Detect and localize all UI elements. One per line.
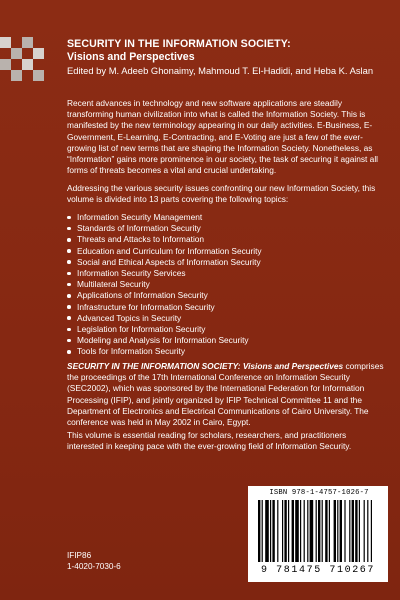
barcode-bar — [318, 500, 320, 562]
barcode-bar — [272, 500, 274, 562]
barcode-bar — [282, 500, 283, 562]
bullet-icon — [67, 328, 71, 332]
barcode-bar — [349, 500, 350, 562]
topic-item — [67, 212, 385, 223]
bullet-icon — [67, 272, 71, 276]
topic-item — [67, 257, 385, 268]
topic-item — [67, 279, 385, 290]
bullet-icon — [67, 283, 71, 287]
barcode-bar — [334, 500, 336, 562]
barcode-bar — [337, 500, 338, 562]
topic-label: Applications of Information Security — [77, 290, 208, 301]
barcode-isbn-label: ISBN 978-1-4757-1026-7 — [269, 489, 369, 497]
topic-item — [67, 290, 385, 301]
topic-item — [67, 313, 385, 324]
topic-label: Education and Curriculum for Information Security — [77, 245, 262, 256]
topic-label: Social and Ethical Aspects of Information Security — [77, 256, 261, 267]
topic-label: Information Security Management — [77, 212, 203, 222]
barcode-bar — [325, 500, 327, 562]
editors-line: Edited by M. Adeeb Ghonaimy, Mahmoud T. El-Hadidi, and Heba K. Aslan — [67, 65, 374, 76]
bullet-icon — [67, 260, 71, 264]
topics-intro-paragraph: Addressing the various security issues confronting our new Information Society, this volume is divided into 13 parts covering the following topics: — [67, 183, 376, 205]
isbn-number: 1-4020-7030-6 — [67, 562, 121, 571]
series-code: IFIP86 — [67, 551, 92, 560]
barcode-bar — [262, 500, 263, 562]
barcode-bar — [329, 500, 330, 562]
barcode-bar — [292, 500, 294, 562]
barcode-bar — [295, 500, 299, 562]
barcode-bar — [316, 500, 317, 562]
barcode-bar — [277, 500, 278, 562]
bullet-icon — [67, 238, 71, 242]
audience-paragraph: This volume is essential reading for scholars, researchers, and practitioners interested in keeping pace with the ever-growing field of Information Security. — [67, 430, 352, 452]
barcode-bar — [352, 500, 354, 562]
checkerboard-logo — [0, 37, 44, 87]
barcode-bar — [307, 500, 308, 562]
topic-item — [67, 223, 385, 234]
bullet-icon — [67, 216, 71, 220]
topic-item — [67, 335, 385, 346]
topic-label: Infrastructure for Information Security — [77, 301, 215, 312]
topics-list — [67, 212, 385, 358]
barcode-bar — [288, 500, 289, 562]
barcode-bar — [340, 500, 342, 562]
topic-label: Information Security Services — [77, 268, 186, 279]
proceedings-lead: SECURITY IN THE INFORMATION SOCIETY: Visions and Perspectives — [67, 361, 344, 371]
barcode-bar — [371, 500, 372, 562]
barcode-bar — [300, 500, 301, 562]
barcode-bar — [364, 500, 365, 562]
topic-label: Standards of Information Security — [77, 223, 201, 234]
topic-label: Modeling and Analysis for Information Security — [77, 335, 249, 346]
barcode-bar — [270, 500, 271, 562]
topic-label: Tools for Information Security — [77, 346, 186, 357]
barcode-box — [248, 486, 388, 582]
topic-label: Advanced Topics in Security — [77, 312, 182, 323]
proceedings-text: comprises the proceedings of the 17th International Conference on Information Security (SEC2002), which was sponsored by the International Federation for Information Processing (IFIP), and jointly organized by IFIP Technical Committee 11 and the Department of Electronics and Electrical Communications of Cairo University. The conference was held in May 2002 in Cairo, Egypt. — [67, 361, 384, 428]
topic-item — [67, 246, 385, 257]
series-info — [67, 550, 121, 572]
topic-label: Multilateral Security — [77, 279, 150, 290]
topic-item — [67, 324, 385, 335]
topic-item — [67, 268, 385, 279]
topic-item — [67, 302, 385, 313]
topic-label: Threats and Attacks to Information — [77, 234, 205, 245]
barcode-bar — [258, 500, 260, 562]
bullet-icon — [67, 305, 71, 309]
proceedings-paragraph — [67, 361, 385, 428]
barcode-bar — [344, 500, 345, 562]
bullet-icon — [67, 294, 71, 298]
barcode-bar — [359, 500, 360, 562]
barcode-bar — [355, 500, 357, 562]
bullet-icon — [67, 249, 71, 253]
barcode-icon — [256, 500, 380, 564]
topic-item — [67, 234, 385, 245]
book-title: SECURITY IN THE INFORMATION SOCIETY: — [67, 38, 291, 50]
topic-item — [67, 346, 385, 357]
barcode-bar — [304, 500, 305, 562]
barcode-digits: 9 781475 710267 — [260, 565, 375, 576]
book-subtitle: Visions and Perspectives — [67, 51, 195, 63]
bullet-icon — [67, 316, 71, 320]
barcode-bar — [310, 500, 314, 562]
intro-paragraph: Recent advances in technology and new software applications are steadily transforming human civilization into what is called the Information Society. This is manifested by the new terminology appearing in our daily activities. E-Business, E-Government, E-Learning, E-Contracting, and E-Voting are just a few of the ever-growing list of new terms that are shaping the Information Society. Nonetheless, as “Information” gains more prominence in our society, the task of securing it against all forms of threats becomes a vital and crucial undertaking. — [67, 98, 379, 176]
barcode-bar — [367, 500, 368, 562]
barcode-bar — [265, 500, 269, 562]
barcode-bar — [322, 500, 323, 562]
bullet-icon — [67, 350, 71, 354]
barcode-bar — [284, 500, 286, 562]
bullet-icon — [67, 339, 71, 343]
topic-label: Legislation for Information Security — [77, 324, 206, 335]
bullet-icon — [67, 227, 71, 231]
